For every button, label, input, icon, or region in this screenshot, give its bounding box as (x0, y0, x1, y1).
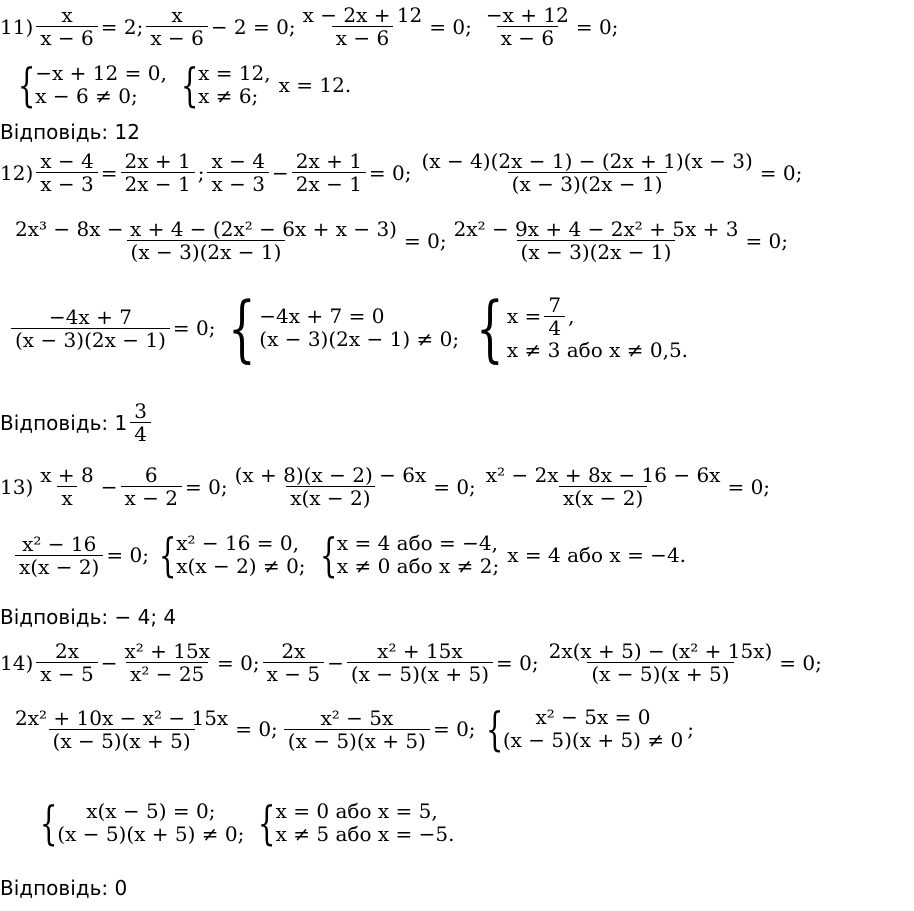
fraction: $\frac{\text{x² − 5x}}{(x - 5)(x + 5)}$ (284, 707, 430, 752)
answer: Відповідь: − 4; 4 (0, 605, 177, 629)
fraction: $\frac{(x - 4)(2x - 1) - (2x + 1)(x - 3)}{(x - 3)(2x - 1)}$ (421, 149, 753, 196)
equation-system: { −x + 12 = 0, x − 6 ≠ 0; (17, 58, 167, 112)
fraction: $\frac{x}{x - 6}$ (36, 4, 97, 49)
fraction: $\frac{\text{x² − 16}}{x(x - 2)}$ (15, 533, 103, 578)
fraction: $\frac{\text{x² − 2x + 8x − 16 − 6x}}{x(x - 2)}$ (485, 463, 721, 510)
fraction: $\frac{\text{x² + 15x}}{(x - 5)(x + 5)}$ (347, 640, 493, 685)
fraction: x − 4 x − 3 (207, 150, 268, 195)
fraction: $\frac{x - 2x + 12}{x - 6}$ (302, 3, 423, 50)
fraction: $\frac{\text{2x² + 10x − x² − 15x}}{(x - 5)(x + 5)}$ (15, 705, 229, 753)
problem-number: 12) (0, 160, 34, 185)
equation-system: { −4x + 7 = 0 (x − 3)(2x − 1) ≠ 0; (228, 286, 460, 370)
p11-line1: 11) $\frac{x}{x - 6}$ = 2; x x − 6 − 2 = 0; $\frac{x - 2x + 12}{x - 6}$ = 0; $\frac{-x + 12}{x - 6}$ = 0; (0, 3, 619, 50)
problem-number: 11) (0, 14, 34, 39)
problem-number: 13) (0, 474, 34, 499)
p11-line2: { −x + 12 = 0, x − 6 ≠ 0; { x = 12, x ≠ 6; x = 12. (8, 62, 351, 108)
fraction: $\frac{-4x + 7}{(x - 3)(2x - 1)}$ (11, 306, 170, 351)
fraction: 2x x − 5 (263, 640, 324, 685)
fraction: $\frac{-x + 12}{x - 6}$ (485, 3, 569, 50)
problem-number: 14) (0, 650, 34, 675)
fraction: $\frac{(x + 8)(x - 2) - 6x}{x(x - 2)}$ (234, 463, 427, 510)
answer: Відповідь: 12 (0, 120, 140, 144)
fraction: $\frac{\text{x² + 15x}}{\text{x² − 25}}$ (124, 639, 211, 686)
fraction: 2x x − 5 (36, 640, 97, 685)
fraction: $\frac{2x + 1}{2x - 1}$ (292, 150, 366, 195)
fraction: $\frac{\text{2x³ − 8x − x + 4 − (2x² − 6x + x − 3)}}{(x - 3)(2x - 1)}$ (15, 217, 397, 264)
p13-line1: 13) x + 8 x − $\frac{6}{x - 2}$ = 0; $\frac{(x + 8)(x - 2) - 6x}{x(x - 2)}$ = 0; $\frac{\text{x² − 2x + 8x − 16 − 6x}}{x(x - 2)}$ = 0; (0, 463, 771, 510)
fraction: $\frac{\text{2x² − 9x + 4 − 2x² + 5x + 3}}{(x - 3)(2x - 1)}$ (453, 217, 739, 264)
equation-system: { x = 12, x ≠ 6; (180, 58, 271, 112)
fraction: $\frac{7}{4}$ (544, 294, 565, 339)
fraction: $\frac{2x + 1}{2x - 1}$ (121, 150, 195, 195)
fraction: x + 8 x (40, 463, 94, 510)
p14-line3 (30, 796, 458, 850)
p12-line2: $\frac{\text{2x³ − 8x − x + 4 − (2x² − 6x + x − 3)}}{(x - 3)(2x - 1)}$ = 0; $\frac{\text{2x² − 9x + 4 − 2x² + 5x + 3}}{(x - 3)(2x - 1)}$ = 0; (8, 218, 788, 263)
equation-system: { x² − 5x = 0 (x − 5)(x + 5) ≠ 0 (485, 702, 684, 756)
equation-system: { x = 4 або = −4, x ≠ 0 або x ≠ 2; (319, 528, 500, 582)
fraction: $\frac{x - 4}{x - 3}$ (36, 150, 97, 195)
p14-line1: 14) 2x x − 5 − $\frac{\text{x² + 15x}}{\text{x² − 25}}$ = 0; 2x x − 5 − $\frac{\text{x² + 15x}}{(x - 5)(x + 5)}$ = 0; $\frac{\text{2x(x + 5) − (x² + 15x)}}{(x - 5)(x + 5)}$ = 0; (0, 639, 822, 686)
answer: Відповідь: 1 3 4 (0, 400, 154, 445)
equation-system: { x² − 16 = 0, x(x − 2) ≠ 0; (158, 528, 306, 582)
equation-system: { x = $\frac{7}{4}$ , x ≠ 3 або x ≠ 0,5. (476, 286, 689, 370)
p13-line2: $\frac{\text{x² − 16}}{x(x - 2)}$ = 0; { x² − 16 = 0, x(x − 2) ≠ 0; { x = 4 або = −4, x ≠ 0 або x ≠ 2; x = 4 або x = −4. (12, 532, 686, 578)
fraction: $\frac{\text{2x(x + 5) − (x² + 15x)}}{(x - 5)(x + 5)}$ (548, 639, 773, 686)
p12-line1: 12) $\frac{x - 4}{x - 3}$ = $\frac{2x + 1}{2x - 1}$ ; x − 4 x − 3 − $\frac{2x + 1}{2x - 1}$ = 0; $\frac{(x - 4)(2x - 1) - (2x + 1)(x - 3)}{(x - 3)(2x - 1)}$ = 0; (0, 149, 803, 196)
fraction: 3 4 (130, 400, 151, 445)
equation-system: { x(x − 5) = 0; (x − 5)(x + 5) ≠ 0; (39, 796, 245, 850)
p14-line2: $\frac{\text{2x² + 10x − x² − 15x}}{(x - 5)(x + 5)}$ = 0; $\frac{\text{x² − 5x}}{(x - 5)(x + 5)}$ = 0; { x² − 5x = 0 (x − 5)(x + 5) ≠ 0 ; (8, 706, 694, 752)
fraction: $\frac{6}{x - 2}$ (121, 464, 182, 509)
answer: Відповідь: 0 (0, 876, 128, 900)
equation-system: { x = 0 або x = 5, x ≠ 5 або x = −5. (258, 796, 455, 850)
p12-line3: $\frac{-4x + 7}{(x - 3)(2x - 1)}$ = 0; { −4x + 7 = 0 (x − 3)(2x − 1) ≠ 0; { x = $\frac{7}{4}$ , x ≠ 3 або x ≠ 0,5. (8, 292, 692, 364)
fraction: x x − 6 (146, 4, 207, 49)
